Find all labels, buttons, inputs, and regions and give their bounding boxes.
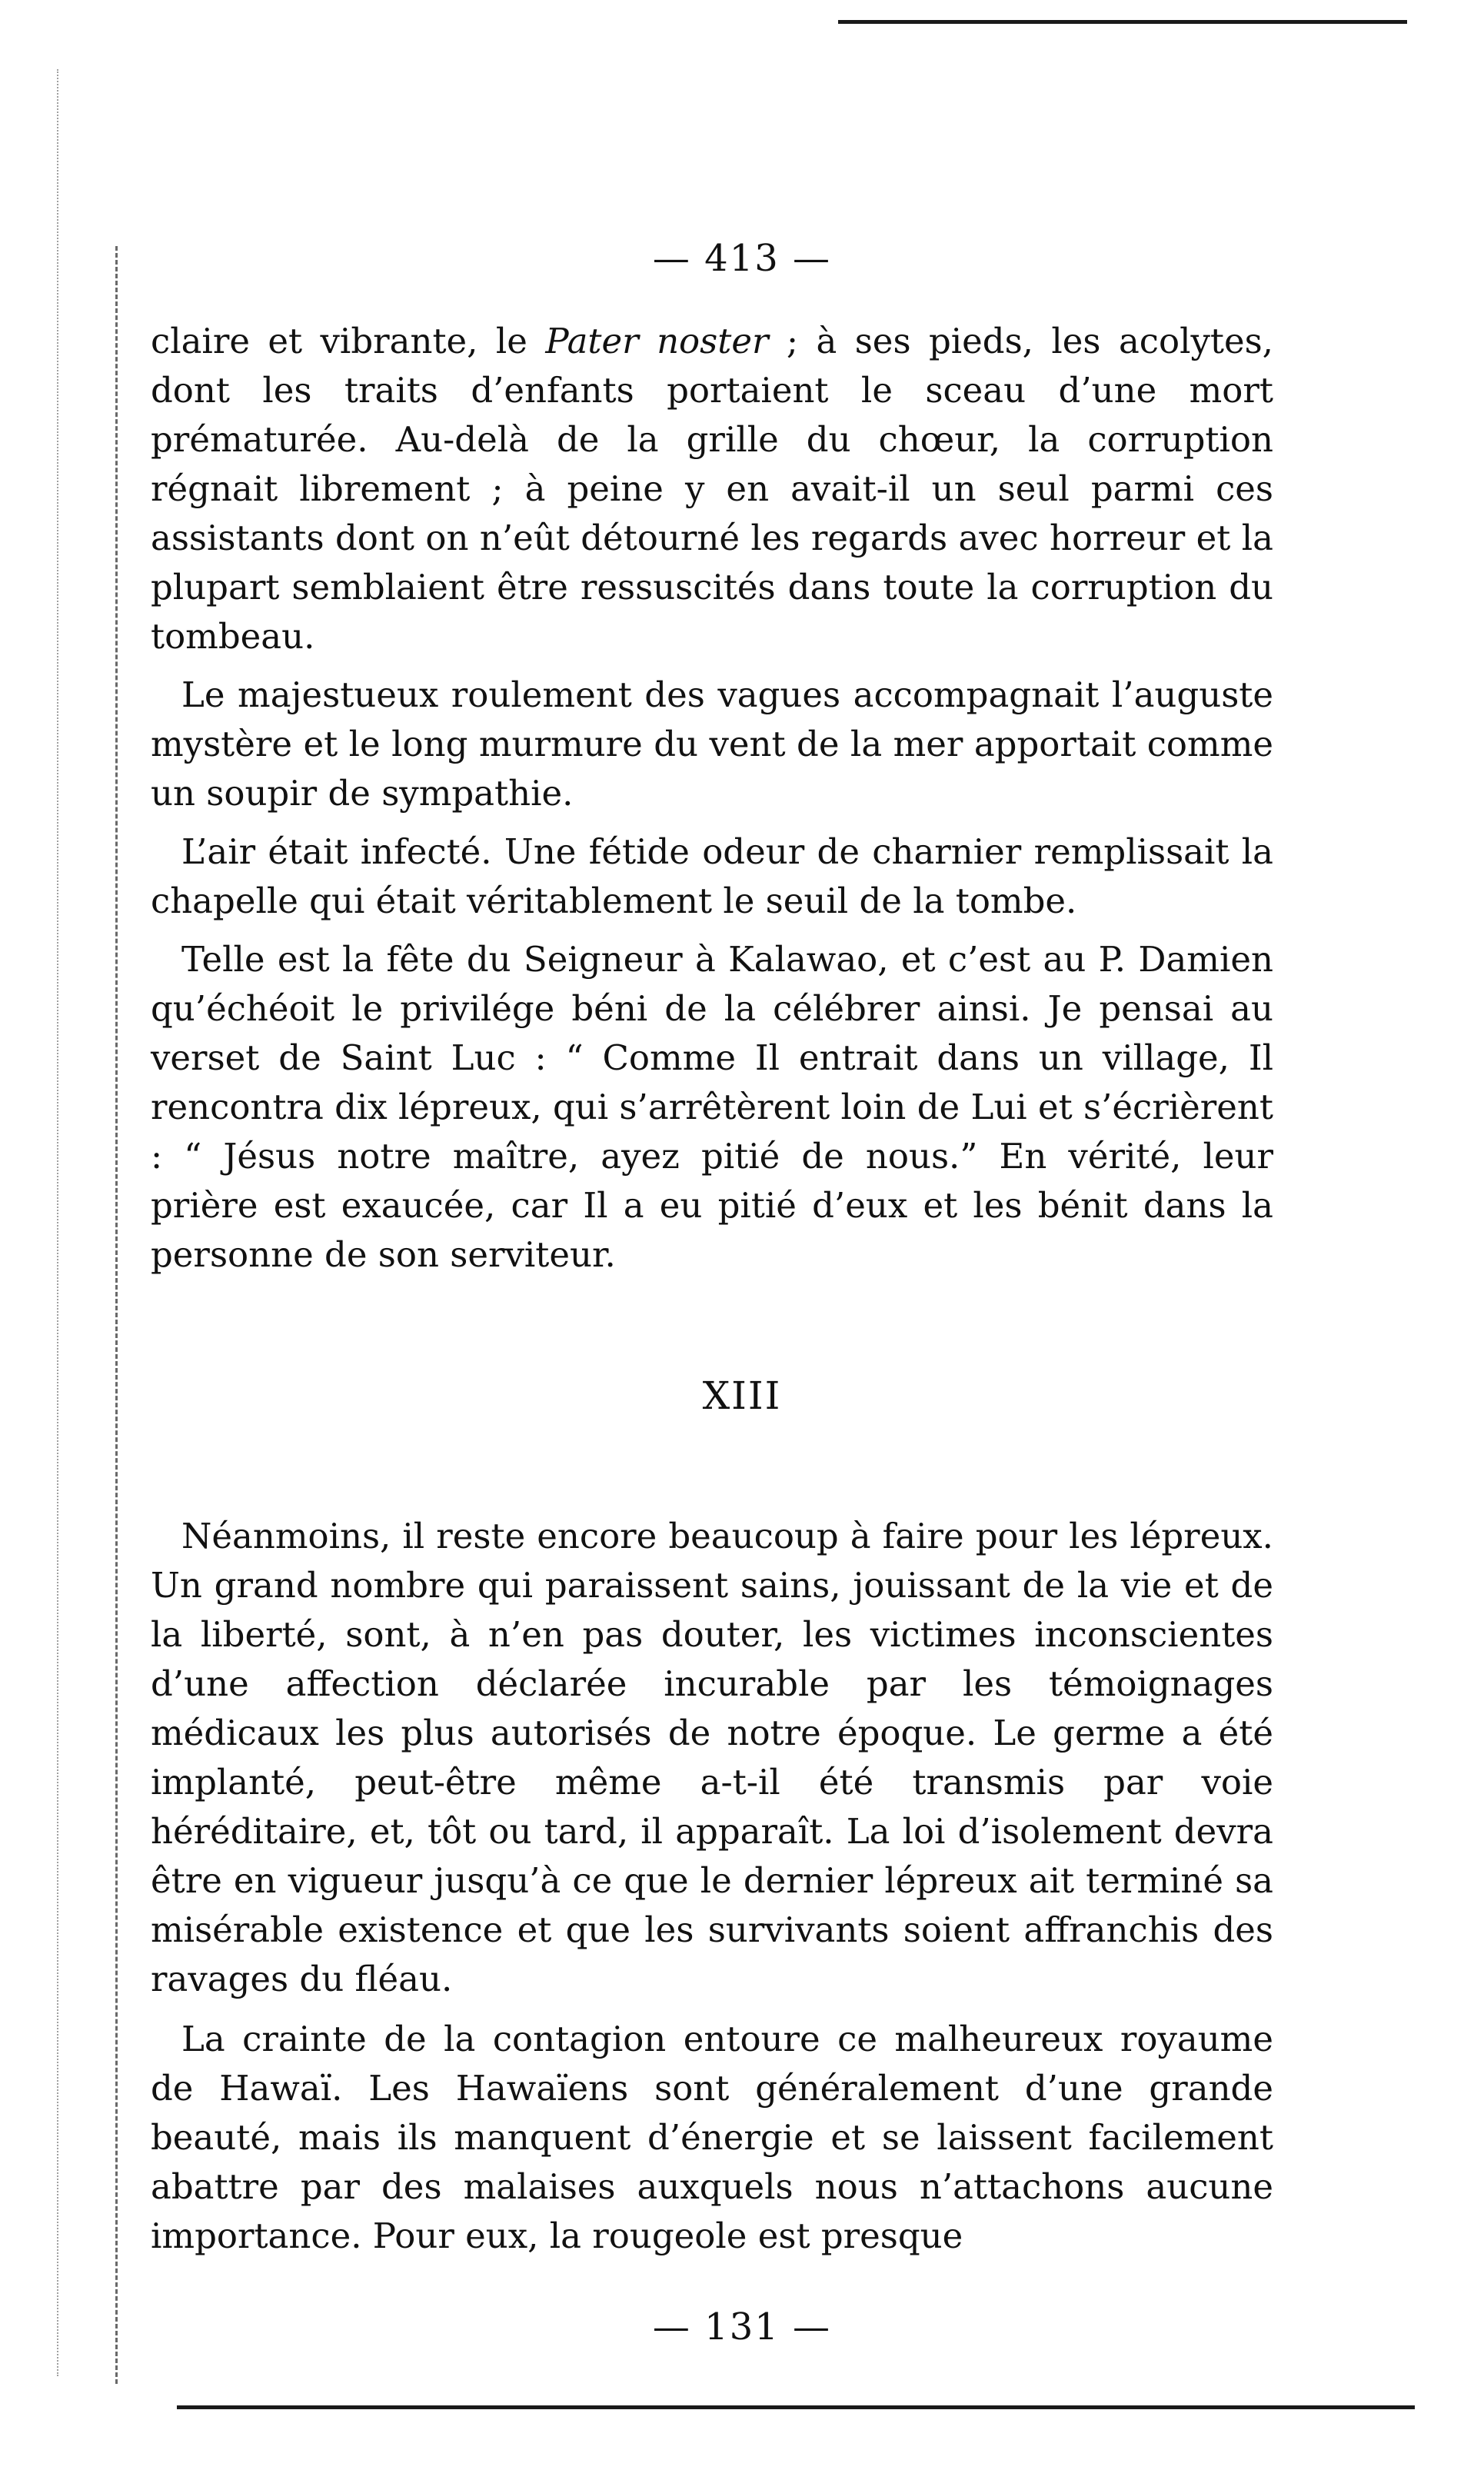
bottom-rule: [177, 2405, 1415, 2409]
binding-edge: [115, 246, 118, 2384]
paragraph-5: Néanmoins, il reste encore beaucoup à faire pour les lépreux. Un grand nombre qui paraissent sains, jouissant de la vie et de la liberté, sont, à n’en pas douter, les victimes inconscientes d’une affection déclarée incurable par les témoignages médicaux les plus autorisés de notre époque. Le germe a été implanté, peut-être même a-t-il été transmis par voie héréditaire, et, tôt ou tard, il apparaît. La loi d’isolement devra être en vigueur jusqu’à ce que le dernier lépreux ait terminé sa misérable existence et que les survivants soient affranchis des ravages du fléau.: [151, 1516, 1273, 1999]
footer-page-number: — 131 —: [652, 2305, 832, 2348]
top-rule: [838, 20, 1407, 24]
text-block-upper: [151, 317, 1273, 1280]
paragraph-1-rest: ; à ses pieds, les acolytes, dont les traits d’enfants portaient le sceau d’une mort prématurée. Au-delà de la grille du chœur, la corruption régnait librement ; à peine y en avait-il un seul parmi ces assistants dont on n’eût détourné les regards avec horreur et la plupart semblaient être ressuscités dans toute la corruption du tombeau.: [151, 321, 1273, 657]
header-page-number: — 413 —: [652, 237, 832, 280]
text-block-lower: [151, 1512, 1273, 2261]
paragraph-2: Le majestueux roulement des vagues accompagnait l’auguste mystère et le long murmure du vent de la mer apportait comme un soupir de sympathie.: [151, 674, 1273, 814]
paragraph-3: L’air était infecté. Une fétide odeur de charnier remplissait la chapelle qui était véritablement le seuil de la tombe.: [151, 831, 1273, 921]
binding-shadow: [57, 69, 58, 2376]
paragraph-1: [151, 317, 1273, 661]
paragraph-4: Telle est la fête du Seigneur à Kalawao, et c’est au P. Damien qu’échéoit le privilége béni de la célébrer ainsi. Je pensai au verset de Saint Luc : “ Comme Il entrait dans un village, Il rencontra dix lépreux, qui s’arrêtèrent loin de Lui et s’écrièrent : “ Jésus notre maître, ayez pitié de nous.” En vérité, leur prière est exaucée, car Il a eu pitié d’eux et les bénit dans la personne de son serviteur.: [151, 939, 1273, 1275]
section-heading: XIII: [702, 1373, 782, 1418]
pater-noster-italic: Pater noster: [545, 321, 769, 361]
paragraph-1-start: claire et vibrante, le: [151, 321, 546, 361]
paragraph-6: La crainte de la contagion entoure ce malheureux royaume de Hawaï. Les Hawaïens sont généralement d’une grande beauté, mais ils manquent d’énergie et se laissent facilement abattre par des malaises auxquels nous n’attachons aucune importance. Pour eux, la rougeole est presque: [151, 2019, 1273, 2256]
